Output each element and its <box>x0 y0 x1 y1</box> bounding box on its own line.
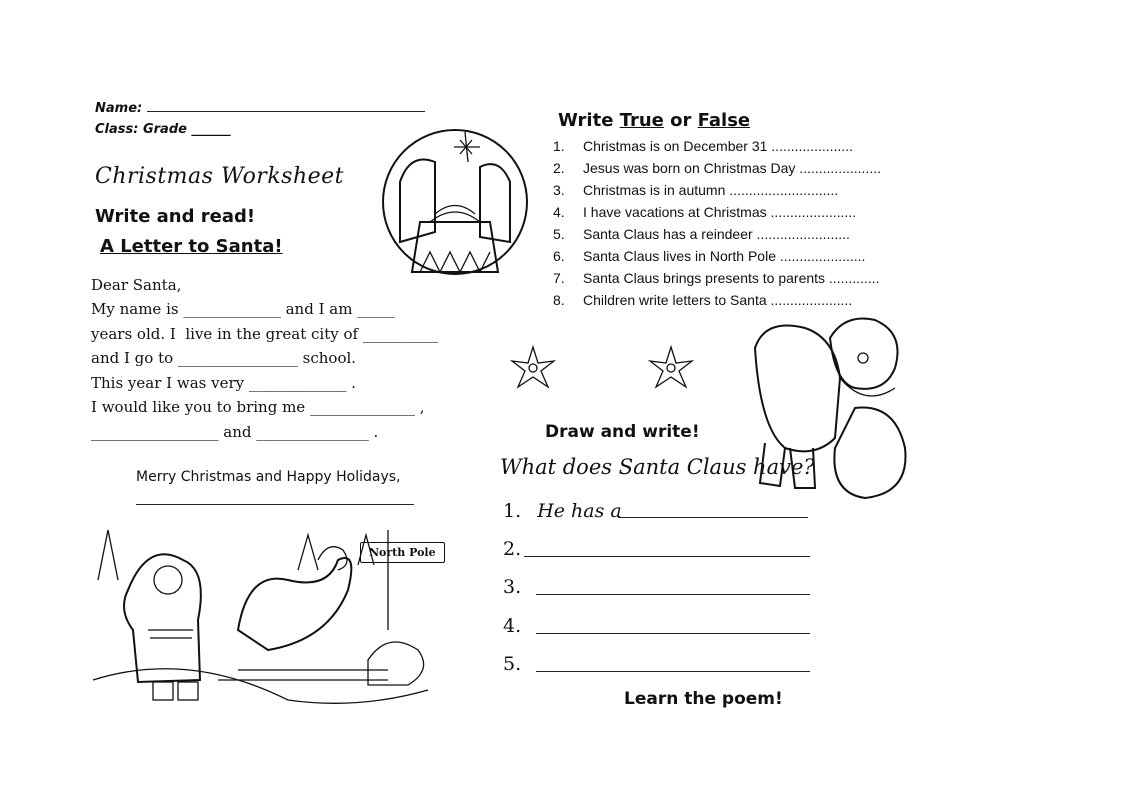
answer-row <box>503 653 521 675</box>
letter-title: A Letter to Santa! <box>100 236 283 257</box>
letter-line: and I go to ________________ school. <box>91 349 357 367</box>
tf-item-text: Santa Claus lives in North Pole ...................... <box>583 248 866 264</box>
letter-closing: Merry Christmas and Happy Holidays, <box>136 469 401 485</box>
tf-item-number: 2. <box>553 160 565 176</box>
name-field <box>95 101 425 116</box>
tf-title-true: True <box>619 110 664 131</box>
tf-title-prefix: Write <box>558 110 620 131</box>
north-pole-sign-text: North Pole <box>369 546 436 559</box>
tf-item-number: 7. <box>553 270 565 286</box>
letter-line: My name is _____________ and I am _____ <box>91 300 395 318</box>
letter-line: Dear Santa, <box>91 276 182 294</box>
nativity-illustration <box>380 122 530 282</box>
tf-title-false: False <box>697 110 751 131</box>
tf-item-number: 3. <box>553 182 565 198</box>
section-heading-write-read: Write and read! <box>95 206 256 227</box>
poinsettia-icon <box>510 345 556 391</box>
worksheet-title: Christmas Worksheet <box>95 164 344 189</box>
tf-item-text: Santa Claus brings presents to parents ............. <box>583 270 880 286</box>
tf-item <box>553 226 850 242</box>
name-blank <box>147 111 425 112</box>
tf-item <box>553 160 881 176</box>
tf-item <box>553 270 879 286</box>
draw-write-heading: Draw and write! <box>545 422 700 442</box>
answer-line <box>524 556 810 557</box>
answer-number: 1. <box>503 500 522 522</box>
tf-item <box>553 204 856 220</box>
answer-prefix: He has a <box>537 500 622 522</box>
tf-item-number: 8. <box>553 292 565 308</box>
answer-row <box>503 576 521 598</box>
answer-line <box>618 517 808 518</box>
poinsettia-icon <box>648 345 694 391</box>
answer-number: 5. <box>503 653 522 675</box>
letter-line: This year I was very _____________ . <box>91 374 356 392</box>
tf-item-number: 5. <box>553 226 565 242</box>
answer-line <box>536 633 810 634</box>
draw-write-question: What does Santa Claus have? <box>500 455 815 479</box>
tf-item-number: 4. <box>553 204 565 220</box>
tf-item-number: 1. <box>553 138 565 154</box>
answer-number: 3. <box>503 576 522 598</box>
tf-item-text: Children write letters to Santa ..................... <box>583 292 853 308</box>
tf-item <box>553 138 853 154</box>
signature-line <box>136 504 414 505</box>
answer-row <box>503 500 622 522</box>
answer-row <box>503 538 521 560</box>
letter-line: I would like you to bring me ______________ , <box>91 398 425 416</box>
name-label: Name: <box>95 101 143 116</box>
tf-item-text: I have vacations at Christmas ...................... <box>583 204 857 220</box>
tf-item <box>553 292 852 308</box>
tf-title-or: or <box>663 110 698 131</box>
letter-line: years old. I live in the great city of __________ <box>91 325 438 343</box>
answer-number: 2. <box>503 538 522 560</box>
tf-item-text: Christmas is on December 31 ..................... <box>583 138 853 154</box>
answer-line <box>536 671 810 672</box>
class-label: Class: Grade ______ <box>95 122 231 137</box>
true-false-title <box>558 110 750 131</box>
poem-heading: Learn the poem! <box>624 689 783 709</box>
north-pole-sign <box>360 542 445 563</box>
tf-item <box>553 182 838 198</box>
tf-item-text: Christmas is in autumn ............................ <box>583 182 839 198</box>
tf-item-text: Santa Claus has a reindeer ........................ <box>583 226 850 242</box>
tf-item-text: Jesus was born on Christmas Day ..................... <box>583 160 881 176</box>
answer-number: 4. <box>503 615 522 637</box>
answer-row <box>503 615 521 637</box>
letter-line: _________________ and _______________ . <box>91 423 379 441</box>
tf-item-number: 6. <box>553 248 565 264</box>
tf-item <box>553 248 865 264</box>
answer-line <box>536 594 810 595</box>
